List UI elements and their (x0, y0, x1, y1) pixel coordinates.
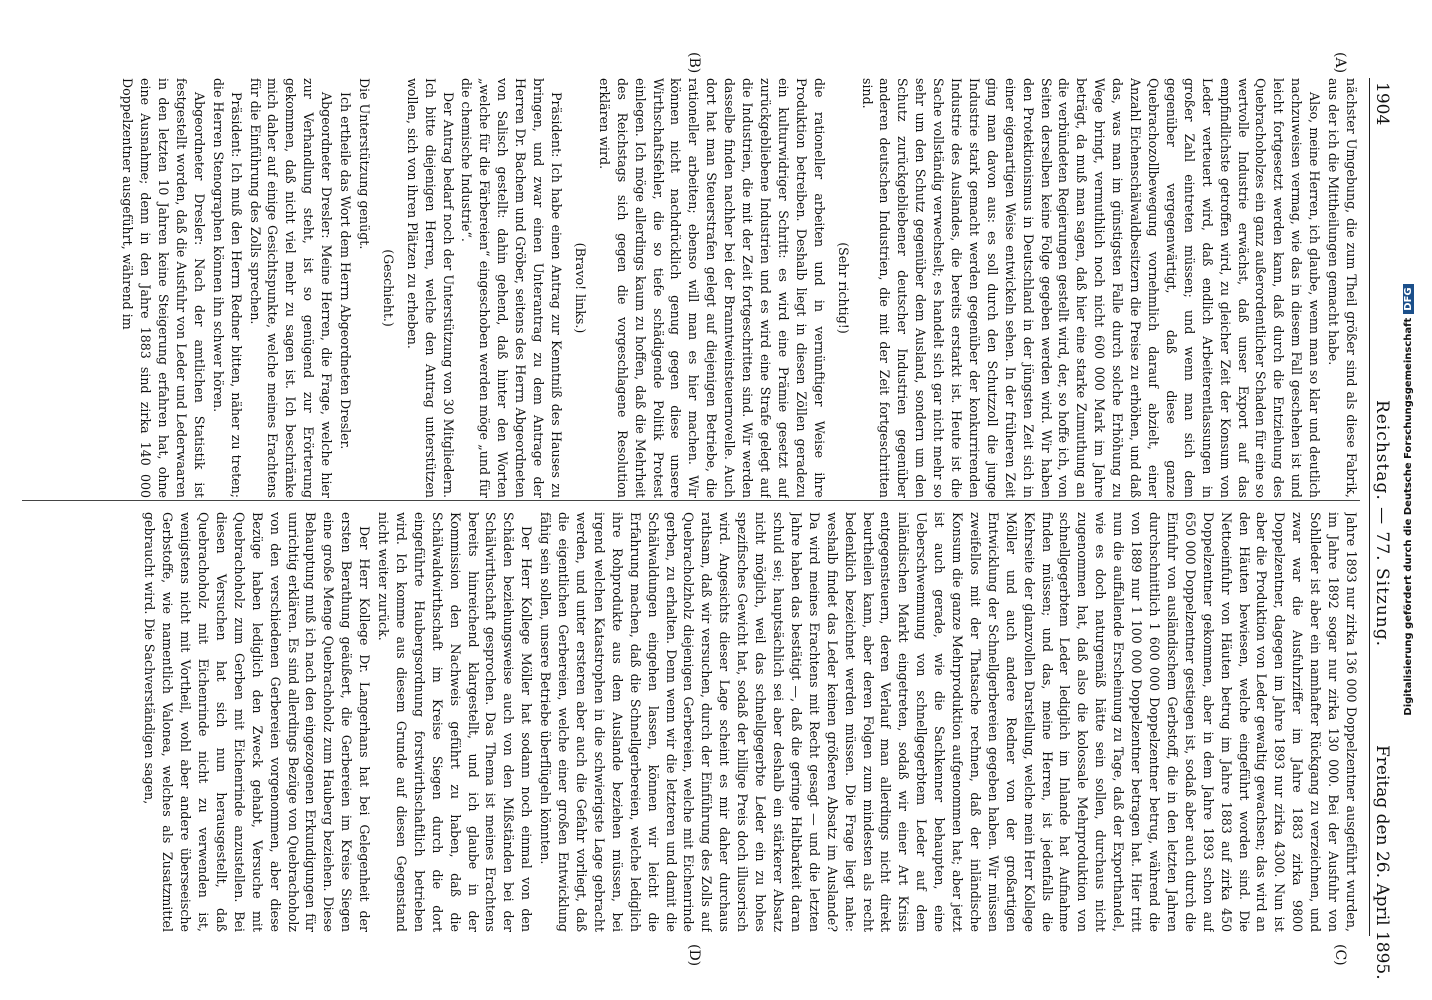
paragraph: Ich ertheile das Wort dem Herrn Abgeordneten Dresler. (338, 92, 354, 450)
paragraph: nächster Umgebung, die zum Theil größer sind als diese Fabrik, aus der ich die Mittheilungen gemacht habe. (1326, 78, 1359, 498)
margin-letter-c: (C) (1332, 944, 1348, 966)
session-date: Freitag den 26. April 1895. (1372, 745, 1392, 980)
paragraph: Abgeordneter Dresler: Meine Herren, die Frage, welche hier zur Verhandlung steht, ist so genügend zur Erörterung gekommen, daß nicht viel mehr zu sagen ist. Ich beschränke mich daher auf einige Gesichtspunkte, welche meines Erachtens für die Einführung des Zolls sprechen. (247, 78, 335, 498)
page-header (1362, 0, 1432, 1000)
interjection: (Geschieht.) (380, 249, 396, 327)
interjection: (Bravo! links.) (572, 242, 588, 334)
paragraph: die rationeller arbeiten und in vernünftiger Weise ihre Produktion betreiben. Deshalb liegt in diesen Zöllen geradezu ein kulturwidriger Schritt: es wird eine Prämie gesetzt auf zurückgebliebene Industrien und es wird eine Strafe gelegt auf die Industrien, die mit der Zeit fortgeschritten sind. Wir werden dasselbe finden nachher bei der Branntweinsteuernovelle. Auch dort hat man Steuerstrafen gelegt auf diejenigen Betriebe, die rationeller arbeiten; ebenso will man es hier machen. Wir können nicht nachdrücklich genug gegen diese unsere Wirthschaftsfehler, die so tiefe schädigende Politik Protest einlegen. Ich möge allerdings kaum zu hoffen, daß die Mehrheit des Reichstags sich gegen die vorgeschlagene Resolution erklären wird. (596, 78, 827, 498)
paragraph: Also, meine Herren, ich glaube, wenn man so klar und deutlich nachzuweisen vermag, wie das in diesem Fall geschehen ist und leicht fortgesetzt werden kann, daß durch die Entziehung des Quebrachoholzes ein ganz außerordentlicher Schaden für eine so wertvolle Industrie erwächst, daß unser Export auf das empfindlichste getroffen wird, zu gleicher Zeit der Konsum von Leder verteuert wird, daß endlich Arbeiterentlassungen in großer Zahl eintreten müssen; und wenn man sich dem gegenüber vergegenwärtigt, daß diese ganze Quebrachozollbewegung vornehmlich darauf abzielt, einer Anzahl Eichenschälwaldbesitzern die Preise zu erhöhen, und daß das, was man im günstigsten Falle durch solche Erhöhung zu Wege bringt, vermuthlich noch nicht 600 000 Mark im Jahre beträgt, da muß man sagen, daß hier eine starke Zumuthung an die verbündeten Regierungen gestellt wird, der, so hoffe ich, von Seiten derselben keine Folge gegeben werden wird. Wir haben den Protektionismus in Deutschland in der jüngsten Zeit sich in einer eigenartigen Weise entwickeln sehen. In der früheren Zeit ging man davon aus: es soll durch den Schutzzoll die junge Industrie stark gemacht werden gegenüber der konkurrirenden Industrie des Auslandes, die bereits erstarkt ist. Heute ist die Sache vollständig verwechselt; es handelt sich gar nicht mehr so sehr um den Schutz gegenüber dem Ausland, sondern um den Schutz zurückgebliebener deutscher Industrien gegenüber anderen deutschen Industrien, die mit der Zeit fortgeschritten sind. (859, 78, 1323, 498)
margin-letter-d: (D) (686, 944, 702, 967)
paragraph: Präsident: Ich muß den Herrn Redner bitten, näher zu treten; die Herren Stenographen können ihn schwer hören. (210, 78, 244, 498)
paragraph: Der Herr Kollege Dr. Langerhans hat bei Gelegenheit der ersten Berathung geäußert, die Gerbereien im Kreise Siegen eine große Menge Quebrachoholz zum Hauberg beziehen. Diese Behauptung muß ich nach den eingezogenen Erkundigungen für unrichtig erklären. Es sind allerdings Bezüge von Quebrachoholz von den verschiedenen Gerbereien vorgenommen, aber diese Bezüge haben lediglich den Zweck gehabt, Versuche mit Quebrachoholz zum Gerben mit Eichenrinde anzustellen. Bei diesen Versuchen hat sich nun herausgestellt, daß Quebrachoholz mit Eichenrinde nicht zu verwenden ist, wenigstens nicht mit Vortheil, wohl aber andere überseeische Gerbstoffe, wie namentlich Valonea, welches als Zusatzmittel gebraucht wird. Die Sachverständigen sagen, (142, 512, 373, 932)
page-number: 1904 (1372, 82, 1392, 126)
paragraph: Präsident: Ich habe einen Antrag zur Kenntniß des Hauses zu bringen, und zwar einen Unterantrag zu dem Antrage der Herren Dr. Bachem und Gröber, seitens des Herrn Abgeordneten von Salisch gestellt: dahin gehend, daß hinter den Worten „welche für die Färbereien“ eingeschoben werden möge „und für die chemische Industrie“. (459, 78, 565, 498)
credit-text: Digitalisierung gefördert durch die Deutsche Forschungsgemeinschaft (1403, 317, 1414, 716)
paragraph: Abgeordneter Dresler: Nach der amtlichen Statistik ist festgestellt worden, daß die Ausfuhr von Leder und Lederwaaren in den letzten 10 Jahren keine Steigerung erfahren hat, ohne eine Ausnahme; denn in den Jahre 1883 sind zirka 140 000 Doppelzentner ausgeführt, während im (120, 78, 207, 498)
paragraph: Der Antrag bedarf noch der Unterstützung von 30 Mitgliedern. Ich bitte diejenigen Herren, welche den Antrag unterstützen wollen, sich von ihren Plätzen zu erheben. (404, 78, 456, 498)
interjection: (Sehr richtig!) (835, 242, 851, 334)
left-text-column (22, 78, 1360, 498)
digitization-credit (1403, 0, 1421, 1000)
right-text-column (22, 512, 1360, 932)
header-rule (1369, 78, 1370, 936)
paragraph: Jahre 1893 nur zirka 136 000 Doppelzentner ausgeführt wurden, im Jahre 1892 sogar nur zirka 130 000. Bei der Ausfuhr von Sohlleder ist aber ein namhafter Rückgang zu verzeichnen, und zwar war die Ausfuhrziffer im Jahre 1883 zirka 9800 Doppelzentner, dagegen im Jahre 1893 nur zirka 4300. Nun ist aber die Produktion von Leder gewaltig gewachsen; das wird an den Häuten bewiesen, welche eingeführt worden sind. Die Nettoeinfuhr von Häuten betrug im Jahre 1883 auf zirka 450 Doppelzentner gekommen, aber in dem Jahre 1893 schon auf 650 000 Doppelzentner gestiegen ist, sodaß aber auch durch die Einfuhr von ausländischem Gerbstoff, die in den letzten Jahren durchschnittlich 1 600 000 Doppelzentner betrug, während die von 1889 nur 1 100 000 Doppelzentner betragen hat. Hier tritt nun die auffallende Erscheinung zu Tage, daß der Exporthandel, wie es doch naturgemäß hätte sein sollen, durchaus nicht zugenommen hat, daß also die kolossale Mehrproduktion von schnellgegerbtem Leder lediglich im Inlande hat Aufnahme finden müssen; und das, meine Herren, ist jedenfalls die Kehrseite der glanzvollen Darstellung, welche mein Herr Kollege Möller und auch andere Redner von der großartigen Entwicklung der Schnellgerbereien gegeben haben. Wir müssen zweifellos mit der Thatsache rechnen, daß der inländische Konsum die ganze Mehrproduktion aufgenommen hat; aber jetzt ist auch gerade, wie die Sachkenner behaupten, eine Ueberschwemmung von schnellgegerbtem Leder auf dem inländischen Markt eingetreten, sodaß wir einer Art Krisis entgegensteuern, deren Verlauf man allerdings nicht direkt beurtheilen kann, aber deren Folgen zum mindesten als recht bedenklich bezeichnet werden müssen. Die Frage liegt nahe: weshalb findet das Leder keinen größeren Absatz im Auslande? Da wird meines Erachtens mit Recht gesagt — und die letzten Jahre haben das bestätigt —, daß die geringe Haltbarkeit daran schuld sei; hauptsächlich sei aber deshalb ein stärkerer Absatz nicht möglich, weil das schnellgegerbte Leder ein zu hohes spezifisches Gewicht hat, sodaß der billige Preis doch illusorisch wird. Angesichts dieser Lage scheint es mir daher durchaus rathsam, daß wir versuchen, durch der Einführung des Zolls auf Quebracholzholz diejenigen Gerbereien, welche mit Eichenrinde gerben, zu erhalten. Denn wenn wir die letzteren und damit die Schälwaldungen eingehen lassen, können wir leicht die Erfahrung machen, daß die Schnellgerbereien, welche lediglich ihre Rohprodukte aus dem Auslande beziehen müssen, bei irgend welchen Katastrophen in die schwierigste Lage gebracht werden, und unter ersteren aber auch die Gefahr vorliegt, daß die eigentlichen Gerbereien, welche einer großen Entwicklung fähig sein sollen, unsere Betriebe überflügeln könnten. (538, 512, 1359, 932)
column-divider (22, 500, 1360, 501)
dfg-logo: DFG (1403, 284, 1414, 313)
paragraph: Der Herr Kollege Möller hat sodann noch einmal von den Schäden beziehungsweise auch von den Mißständen bei der Schälwirthschaft gesprochen. Das Thema ist meines Erachtens bereits hinreichend klargestellt, und ich glaube in der Kommission den Nachweis geführt zu haben, daß die Schälwaldwirthschaft im Kreise Siegen durch die dort eingeführte Haubergsordnung forstwirthschaftlich betrieben wird. Ich komme aus diesem Grunde auf diesen Gegenstand nicht weiter zurück. (376, 512, 535, 932)
margin-letter-a: (A) (1332, 52, 1348, 74)
margin-letter-b: (B) (686, 52, 702, 74)
session-title: Reichstag. — 77. Sitzung. (1372, 400, 1392, 648)
paragraph: Die Unterstützung genügt. (356, 78, 372, 250)
